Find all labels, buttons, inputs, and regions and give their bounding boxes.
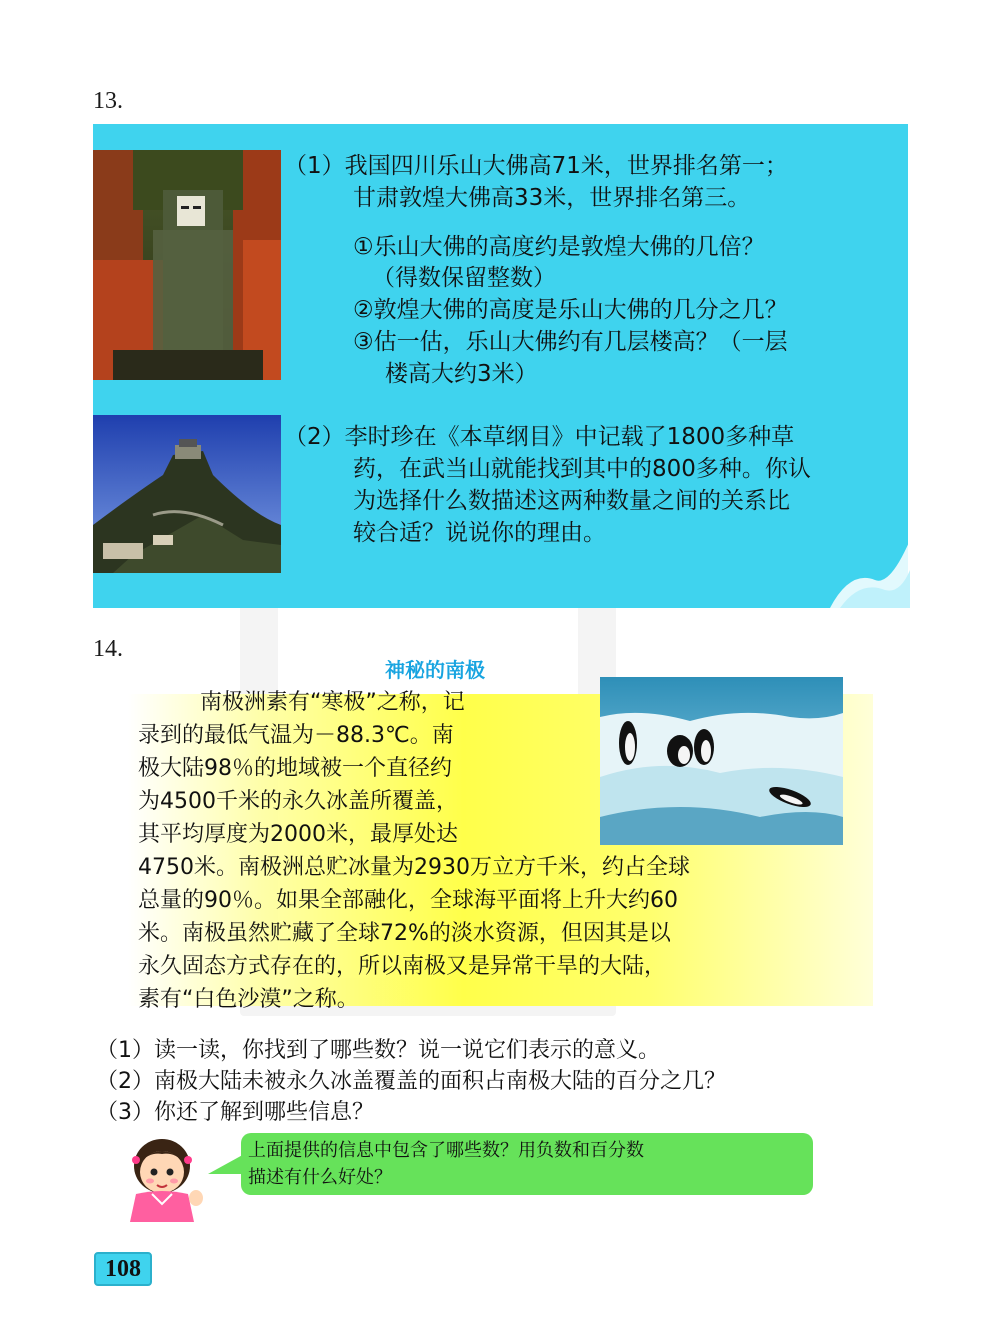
passage-line: 为4500千米的永久冰盖所覆盖， bbox=[138, 789, 458, 814]
passage-line: 录到的最低气温为－88.3℃。南 bbox=[138, 723, 454, 748]
q13-part1-line: ③估一估，乐山大佛约有几层楼高？（一层 bbox=[353, 329, 788, 355]
passage-line: 素有“白色沙漠”之称。 bbox=[138, 987, 359, 1012]
speech-bubble-line: 上面提供的信息中包含了哪些数？用负数和百分数 bbox=[248, 1140, 644, 1161]
q13-part1-line: ②敦煌大佛的高度是乐山大佛的几分之几？ bbox=[353, 297, 788, 323]
passage-line: 其平均厚度为2000米，最厚处达 bbox=[138, 822, 458, 847]
question-13-number: 13. bbox=[93, 88, 123, 114]
wave-decoration-icon bbox=[830, 540, 910, 608]
q13-part1-line: （得数保留整数） bbox=[372, 265, 556, 291]
girl-icon bbox=[122, 1132, 214, 1222]
page-number: 108 bbox=[94, 1252, 152, 1286]
passage-line: 极大陆98％的地域被一个直径约 bbox=[138, 756, 452, 781]
penguins-photo bbox=[600, 677, 843, 845]
passage-line: 米。南极虽然贮藏了全球72%的淡水资源，但因其是以 bbox=[138, 921, 671, 946]
question-14-number: 14. bbox=[93, 636, 123, 662]
q13-part2-line: 药，在武当山就能找到其中的800多种。你认 bbox=[353, 456, 811, 482]
q13-part1-line: ①乐山大佛的高度约是敦煌大佛的几倍？ bbox=[353, 234, 765, 260]
sub-question: （2）南极大陆未被永久冰盖覆盖的面积占南极大陆的百分之几？ bbox=[96, 1069, 726, 1094]
leshan-buddha-photo bbox=[93, 150, 281, 380]
q13-part1-line: 楼高大约3米） bbox=[385, 361, 538, 387]
q13-part2-line: 较合适？说说你的理由。 bbox=[353, 520, 606, 546]
q13-part1-line: 甘肃敦煌大佛高33米，世界排名第三。 bbox=[353, 185, 751, 211]
speech-bubble-line: 描述有什么好处？ bbox=[248, 1167, 392, 1188]
passage-line: 永久固态方式存在的，所以南极又是异常干旱的大陆， bbox=[138, 954, 667, 979]
passage-line: 总量的90％。如果全部融化，全球海平面将上升大约60 bbox=[138, 888, 678, 913]
passage-line: 4750米。南极洲总贮冰量为2930万立方千米，约占全球 bbox=[138, 855, 690, 880]
sub-question: （3）你还了解到哪些信息？ bbox=[96, 1100, 374, 1125]
passage-line: 南极洲素有“寒极”之称，记 bbox=[200, 690, 465, 715]
q13-part1-line: （1）我国四川乐山大佛高71米，世界排名第一； bbox=[284, 153, 788, 179]
q13-part2-line: （2）李时珍在《本草纲目》中记载了1800多种草 bbox=[284, 424, 795, 450]
passage-title: 神秘的南极 bbox=[385, 658, 485, 682]
wudang-mountain-photo bbox=[93, 415, 281, 573]
sub-question: （1）读一读，你找到了哪些数？说一说它们表示的意义。 bbox=[96, 1038, 660, 1063]
q13-part2-line: 为选择什么数描述这两种数量之间的关系比 bbox=[353, 488, 790, 514]
